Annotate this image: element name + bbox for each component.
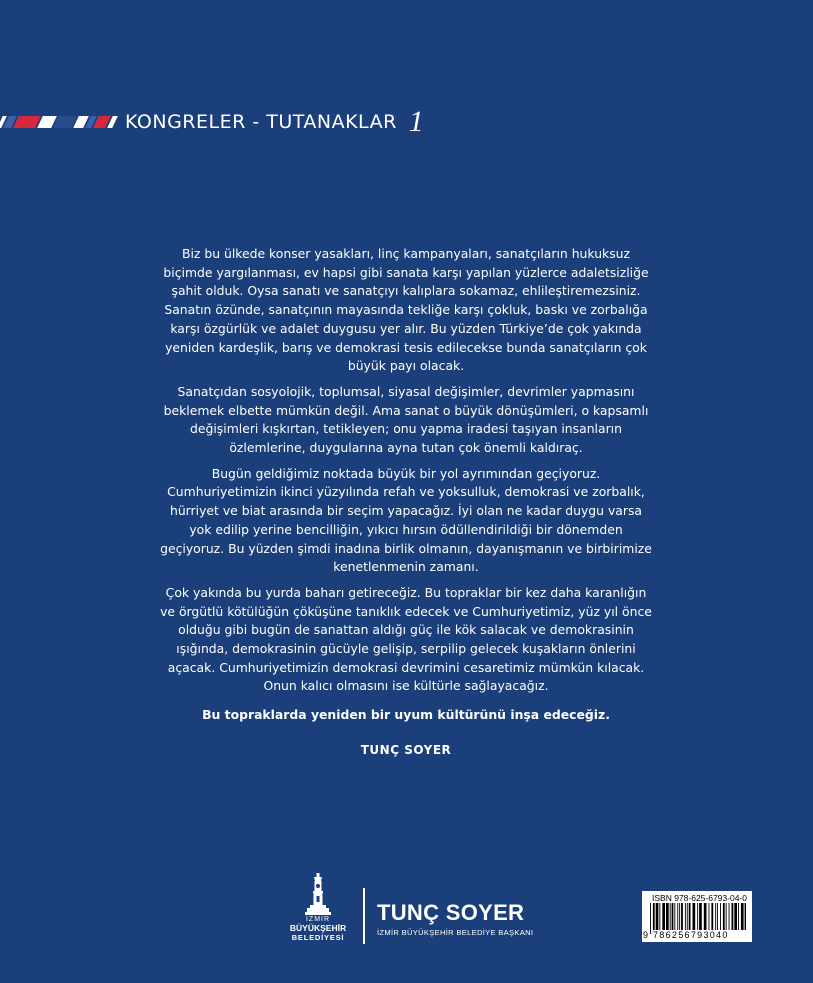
- back-cover-text: [158, 245, 654, 767]
- closing-statement: Bu topraklarda yeniden bir uyum kültürünü inşa edeceğiz.: [202, 707, 610, 723]
- soyer-name: TUNÇ SOYER: [377, 900, 525, 925]
- author-name: TUNÇ SOYER: [360, 742, 452, 757]
- series-stripes: [0, 116, 117, 128]
- isbn-digits: 786256793040: [653, 930, 748, 940]
- logo-divider: [363, 888, 365, 944]
- series-title: KONGRELER - TUTANAKLAR: [125, 111, 397, 133]
- logo-line-buyuksehir: BÜYÜKŞEHİR: [289, 923, 347, 933]
- isbn-barcode: [642, 891, 752, 942]
- soyer-subtitle: İZMİR BÜYÜKŞEHİR BELEDİYE BAŞKANI: [377, 928, 534, 937]
- paragraph: Sanatçıdan sosyolojik, toplumsal, siyasal değişimler, devrimler yapmasını beklemek elbette mümkün değil. Ama sanat o büyük dönüşümleri, o kapsamlı değişimleri kışkırtan, tetikleyen; onu yapma iradesi taşıyan insanların özlemlerine, duygularına ayna tutan çok önemli kaldıraç.: [163, 383, 649, 456]
- isbn-label: ISBN 978-625-6793-04-0: [652, 893, 747, 903]
- logo-line-izmir: İZMİR: [305, 916, 331, 923]
- series-number: 1: [408, 105, 424, 138]
- series-header: [0, 105, 430, 138]
- paragraph: Çok yakında bu yurda baharı getireceğiz. Bu topraklar bir kez daha karanlığın ve örgütlü kötülüğün çöküşüne tanıklık edecek ve Cumhuriyetimiz, yüz yıl önce olduğu gibi bugün de sanattan aldığı güç ile kök salacak ve demokrasinin ışığında, demokrasinin gücüyle gelişip, serpilip gelecek kuşakların önlerini açacak. Cumhuriyetimizin demokrasi devrimini cesaretimiz mümkün kılacak. Onun kalıcı olmasını ise kültürle sağlayacağız.: [160, 584, 652, 694]
- izmir-municipality-logo: [282, 873, 354, 948]
- tunc-soyer-logo: [377, 901, 533, 937]
- barcode-bar: [650, 903, 651, 934]
- logo-line-belediyesi: BELEDİYESİ: [291, 933, 345, 942]
- paragraph: Bugün geldiğimiz noktada büyük bir yol ayrımından geçiyoruz. Cumhuriyetimizin ikinci yüzyılında refah ve yoksulluk, demokrasi ve zorbalık, hürriyet ve biat arasında bir seçim yapacağız. İyi olan ne kadar duygu varsa yok edilip yerine bencilliğin, yıkıcı hırsın ödüllendirildiği bir dönemden geçiyoruz. Bu yüzden şimdi inadına birlik olmanın, dayanışmanın ve birbirimize kenetlenmenin zamanı.: [160, 465, 652, 575]
- isbn-lead-digit: 9: [643, 930, 649, 940]
- clock-tower-icon: [303, 873, 333, 915]
- paragraph: Biz bu ülkede konser yasakları, linç kampanyaları, sanatçıların hukuksuz biçimde yargılanması, ev hapsi gibi sanata karşı yapılan yüzlerce adaletsizliğe şahit olduk. Oysa sanatı ve sanatçıyı kalıplara sokamaz, ehlileştiremezsiniz. Sanatın özünde, sanatçının mayasında tekliğe karşı çokluk, baskı ve zorbalığa karşı özgürlük ve adalet duygusu yer alır. Bu yüzden Türkiye’de çok yakında yeniden kardeşlik, barış ve demokrasi tesis edilecekse bunda sanatçıların çok büyük payı olacak.: [163, 246, 649, 374]
